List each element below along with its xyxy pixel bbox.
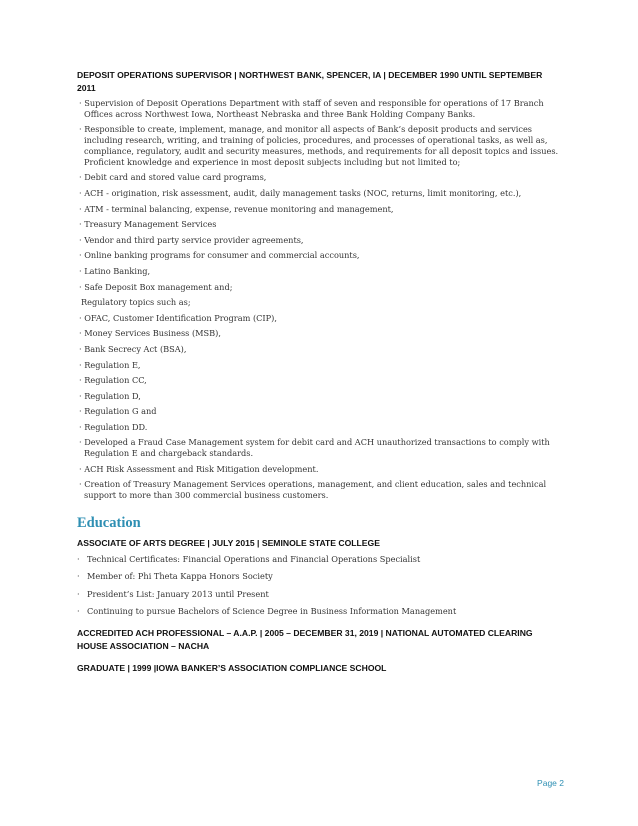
list-item-text: Technical Certificates: Financial Operations and Financial Operations Specialist <box>87 554 421 564</box>
list-item: · Regulation D, <box>79 390 141 401</box>
job-heading: DEPOSIT OPERATIONS SUPERVISOR | NORTHWEST BANK, SPENCER, IA | DECEMBER 1990 UNTIL SEPTEMBER 2011 <box>77 70 543 93</box>
list-item: · Latino Banking, <box>79 265 151 276</box>
page-number: Page 2 <box>537 778 564 788</box>
list-item: · Regulation G and <box>79 406 157 417</box>
certification-heading-aap: ACCREDITED ACH PROFESSIONAL – A.A.P. | 2005 – DECEMBER 31, 2019 | NATIONAL AUTOMATED CLEARING HOUSE ASSOCIATION – NACHA <box>77 628 533 651</box>
list-item: · Money Services Business (MSB), <box>79 328 221 339</box>
list-item: · Developed a Fraud Case Management system for debit card and ACH unauthorized transactions to comply with Regulation E and chargeback standards. <box>79 437 550 459</box>
list-item: · ATM - terminal balancing, expense, revenue monitoring and management, <box>79 203 394 214</box>
bullet-icon: · <box>77 606 80 617</box>
list-item <box>77 589 567 600</box>
list-item: · Online banking programs for consumer and commercial accounts, <box>79 250 360 261</box>
list-item: · ACH - origination, risk assessment, audit, daily management tasks (NOC, returns, limit monitoring, etc.), <box>79 187 522 198</box>
list-item-text: Continuing to pursue Bachelors of Science Degree in Business Information Management <box>87 606 457 617</box>
list-item <box>77 554 567 565</box>
degree-heading-associate: ASSOCIATE OF ARTS DEGREE | JULY 2015 | SEMINOLE STATE COLLEGE <box>77 538 380 548</box>
list-item: · Creation of Treasury Management Services operations, management, and client education, sales and technical support to more than 300 commercial business customers. <box>79 479 547 501</box>
list-item <box>77 571 567 582</box>
list-item: · Treasury Management Services <box>79 219 217 230</box>
list-item: · OFAC, Customer Identification Program (CIP), <box>79 312 277 323</box>
list-item: · Regulation DD. <box>79 421 148 432</box>
regulatory-topics-label: Regulatory topics such as; <box>81 297 191 308</box>
graduate-heading-compliance-school: GRADUATE | 1999 |IOWA BANKER’S ASSOCIATION COMPLIANCE SCHOOL <box>77 663 387 673</box>
list-item-text: Member of: Phi Theta Kappa Honors Society <box>87 571 273 582</box>
list-item: · Debit card and stored value card programs, <box>79 172 267 183</box>
list-item: · ACH Risk Assessment and Risk Mitigation development. <box>79 463 319 474</box>
bullet-icon: · <box>77 554 80 564</box>
list-item: · Regulation E, <box>79 359 141 370</box>
list-item: · Bank Secrecy Act (BSA), <box>79 343 187 354</box>
list-item <box>77 606 567 617</box>
job-duties-list <box>77 98 567 506</box>
list-item: · Safe Deposit Box management and; <box>79 281 233 292</box>
list-item: · Vendor and third party service provider agreements, <box>79 234 304 245</box>
list-item-text: President’s List: January 2013 until Present <box>87 588 269 599</box>
education-list <box>77 554 567 624</box>
bullet-icon: · <box>77 571 80 582</box>
list-item: · Responsible to create, implement, manage, and monitor all aspects of Bank’s deposit products and services including research, writing, and training of policies, procedures, and processes of operational tasks, as well as, compliance, regulatory, audit and security measures, methods, and requirements for all deposit topics and issues. Proficient knowledge and experience in most deposit subjects including but not limited to; <box>79 124 559 167</box>
education-section-title: Education <box>77 515 141 531</box>
list-item: · Supervision of Deposit Operations Department with staff of seven and responsible for operations of 17 Branch Offices across Northwest Iowa, Northeast Nebraska and three Bank Holding Company Banks. <box>79 98 544 119</box>
list-item: · Regulation CC, <box>79 375 147 386</box>
bullet-icon: · <box>77 588 80 599</box>
